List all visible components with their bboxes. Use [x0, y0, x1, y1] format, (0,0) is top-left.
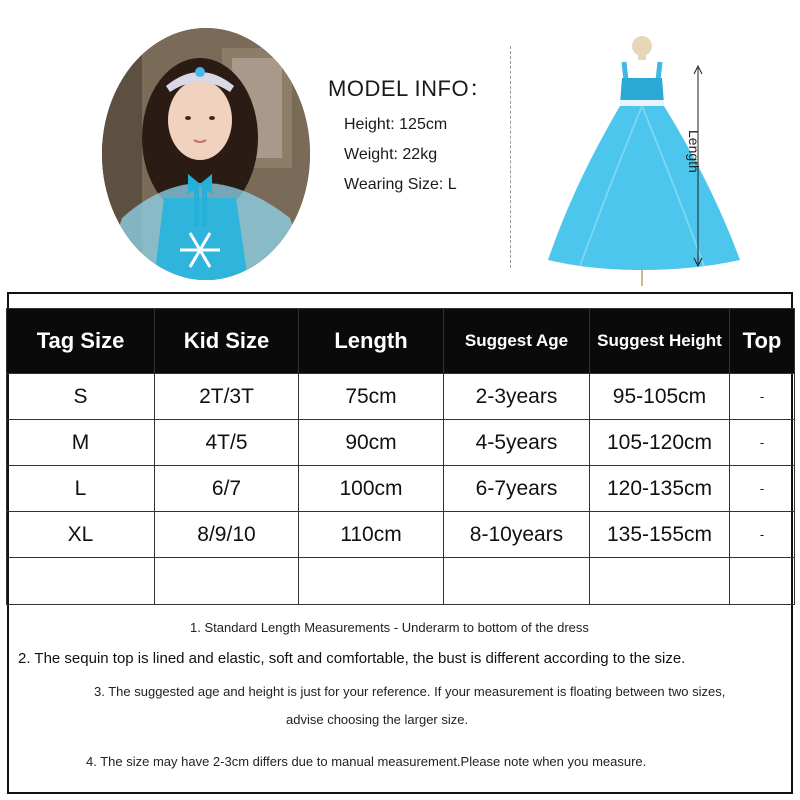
cell-top: - [730, 512, 795, 558]
cell-suggest-height: 105-120cm [590, 420, 730, 466]
header-tag-size: Tag Size [7, 309, 155, 374]
cell-length: 75cm [299, 374, 444, 420]
divider [510, 46, 511, 268]
model-photo [102, 28, 310, 280]
length-label: Length [686, 130, 702, 173]
table-row-empty [7, 558, 795, 605]
cell-tag-size: S [7, 374, 155, 420]
cell-tag-size: L [7, 466, 155, 512]
cell-kid-size: 8/9/10 [155, 512, 299, 558]
table-row [7, 512, 795, 558]
cell-length: 110cm [299, 512, 444, 558]
cell-suggest-height: 135-155cm [590, 512, 730, 558]
cell-top: - [730, 420, 795, 466]
cell-suggest-age: 8-10years [444, 512, 590, 558]
cell-kid-size: 4T/5 [155, 420, 299, 466]
cell-top: - [730, 374, 795, 420]
table-header-row [7, 309, 795, 374]
cell-suggest-height: 95-105cm [590, 374, 730, 420]
table-row [7, 420, 795, 466]
cell-top: - [730, 466, 795, 512]
header-top: Top [730, 309, 795, 374]
cell-length: 90cm [299, 420, 444, 466]
table-row [7, 374, 795, 420]
note-1: 1. Standard Length Measurements - Underarm to bottom of the dress [190, 620, 589, 635]
header-suggest-age: Suggest Age [444, 309, 590, 374]
cell-length: 100cm [299, 466, 444, 512]
model-weight: Weight: 22kg [344, 146, 438, 163]
table-row [7, 466, 795, 512]
cell-tag-size: XL [7, 512, 155, 558]
dress-image [544, 34, 744, 286]
header-suggest-height: Suggest Height [590, 309, 730, 374]
cell-suggest-age: 4-5years [444, 420, 590, 466]
model-height: Height: 125cm [344, 116, 448, 133]
cell-suggest-height: 120-135cm [590, 466, 730, 512]
header-kid-size: Kid Size [155, 309, 299, 374]
cell-suggest-age: 6-7years [444, 466, 590, 512]
cell-kid-size: 6/7 [155, 466, 299, 512]
model-info-title: MODEL INFO： [328, 76, 492, 101]
note-3a: 3. The suggested age and height is just for your reference. If your measurement is floating between two sizes, [94, 684, 726, 699]
cell-tag-size: M [7, 420, 155, 466]
model-info [328, 72, 492, 193]
note-2: 2. The sequin top is lined and elastic, soft and comfortable, the bust is different according to the size. [18, 650, 686, 667]
size-chart-table [6, 308, 795, 605]
note-3b: advise choosing the larger size. [286, 712, 469, 727]
cell-kid-size: 2T/3T [155, 374, 299, 420]
model-wearing-size: Wearing Size: L [344, 176, 457, 193]
note-4: 4. The size may have 2-3cm differs due to manual measurement.Please note when you measure. [86, 754, 647, 769]
cell-suggest-age: 2-3years [444, 374, 590, 420]
header-length: Length [299, 309, 444, 374]
